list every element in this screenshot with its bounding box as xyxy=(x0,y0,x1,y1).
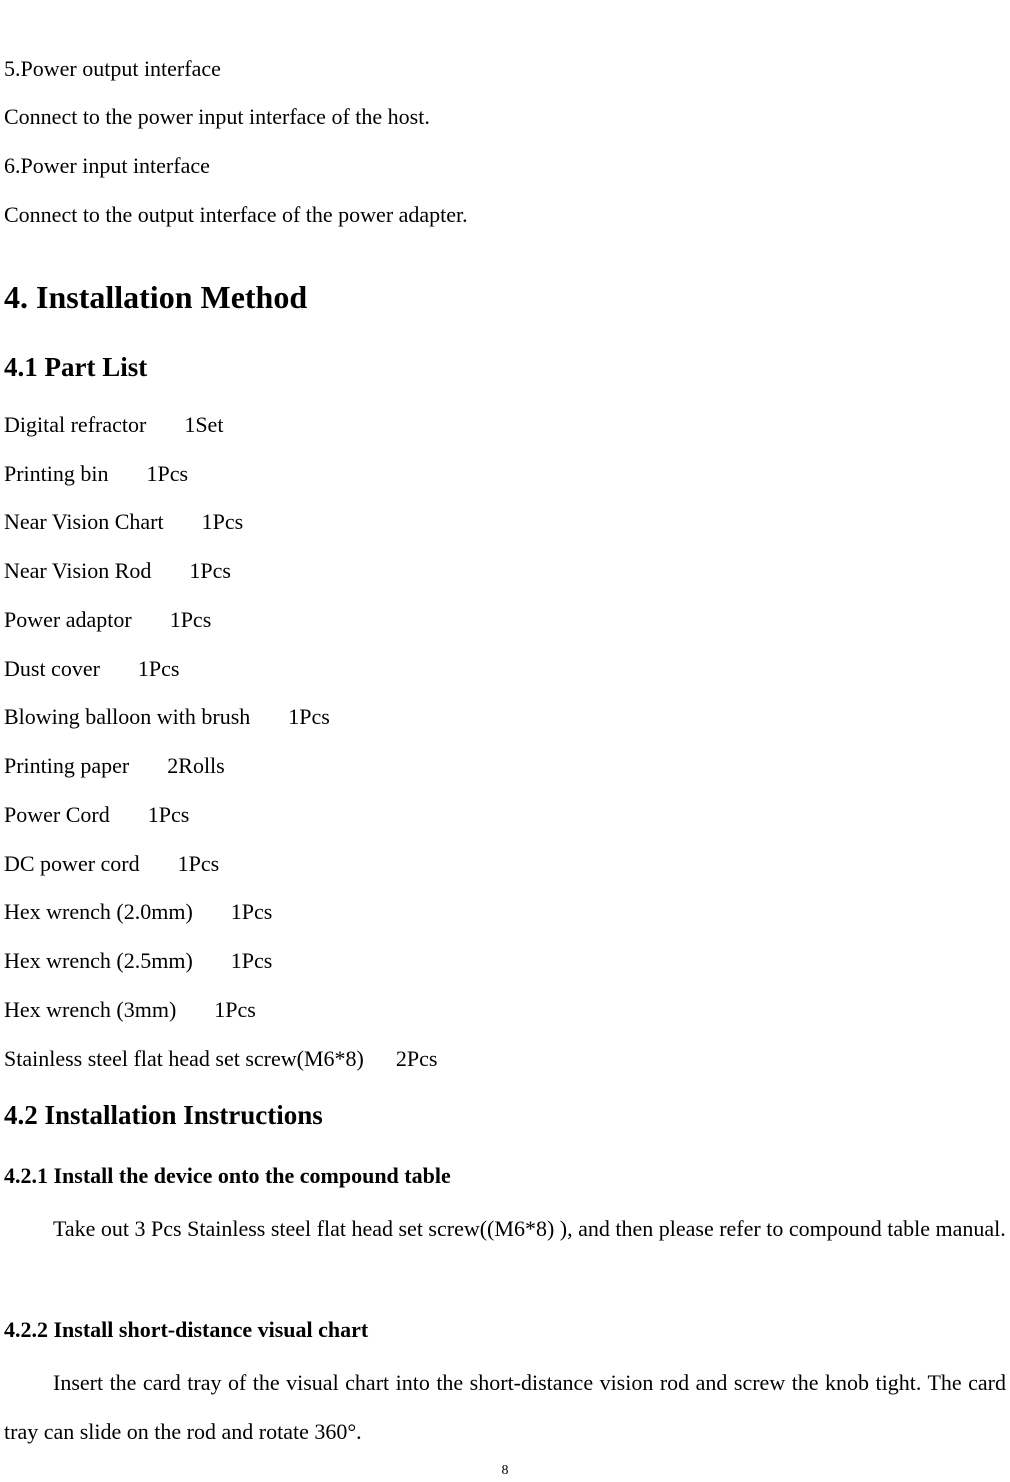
part-list-item xyxy=(4,1046,437,1072)
part-name: Hex wrench (2.5mm) xyxy=(4,948,193,973)
part-name: Dust cover xyxy=(4,656,100,681)
part-quantity: 1Pcs xyxy=(177,851,220,876)
step-1-text: Take out 3 Pcs Stainless steel flat head set screw((M6*8) ), and then please refer to compound table manual. xyxy=(53,1216,1006,1241)
part-quantity: 2Rolls xyxy=(167,753,225,778)
part-quantity: 1Pcs xyxy=(147,802,190,827)
part-name: Near Vision Chart xyxy=(4,509,164,534)
item6-title: 6.Power input interface xyxy=(4,153,210,178)
part-list-item xyxy=(4,851,219,877)
part-list-item xyxy=(4,509,243,535)
step-2-text: Insert the card tray of the visual chart into the short-distance vision rod and screw the knob tight. The card tray can slide on the rod and rotate 360°. xyxy=(4,1370,1006,1444)
part-list-item xyxy=(4,412,223,438)
step-2-heading: 4.2.2 Install short-distance visual chart xyxy=(4,1317,369,1342)
part-quantity: 1Pcs xyxy=(146,461,189,486)
part-quantity: 1Pcs xyxy=(288,704,330,729)
part-name: Printing bin xyxy=(4,461,109,486)
part-list-item xyxy=(4,802,189,828)
item5-title: 5.Power output interface xyxy=(4,56,221,81)
page-number: 8 xyxy=(501,1463,509,1478)
part-list-item xyxy=(4,461,188,487)
part-list-item xyxy=(4,558,231,584)
part-name: Power adaptor xyxy=(4,607,132,632)
part-quantity: 1Pcs xyxy=(230,899,273,924)
part-name: Hex wrench (3mm) xyxy=(4,997,177,1022)
part-list-item xyxy=(4,997,256,1023)
part-quantity: 1Pcs xyxy=(230,948,273,973)
part-quantity: 1Pcs xyxy=(169,607,212,632)
part-list-item xyxy=(4,656,179,682)
part-name: Printing paper xyxy=(4,753,130,778)
part-quantity: 2Pcs xyxy=(395,1046,438,1071)
part-name: Stainless steel flat head set screw(M6*8) xyxy=(4,1046,364,1071)
step-1-heading: 4.2.1 Install the device onto the compound table xyxy=(4,1163,451,1188)
part-name: DC power cord xyxy=(4,851,140,876)
part-name: Blowing balloon with brush xyxy=(4,704,251,729)
part-quantity: 1Pcs xyxy=(214,997,256,1022)
part-name: Hex wrench (2.0mm) xyxy=(4,899,193,924)
part-quantity: 1Pcs xyxy=(201,509,244,534)
part-list-item xyxy=(4,899,272,925)
part-name: Power Cord xyxy=(4,802,110,827)
item5-description: Connect to the power input interface of the host. xyxy=(4,104,430,129)
part-quantity: 1Set xyxy=(184,412,224,437)
part-list-item xyxy=(4,753,225,779)
instructions-heading: 4.2 Installation Instructions xyxy=(4,1100,323,1130)
part-list-item xyxy=(4,948,272,974)
part-list-heading: 4.1 Part List xyxy=(4,352,148,382)
section-title: 4. Installation Method xyxy=(4,279,308,315)
part-list-item xyxy=(4,607,211,633)
part-quantity: 1Pcs xyxy=(189,558,231,583)
part-list-item xyxy=(4,704,330,730)
part-quantity: 1Pcs xyxy=(137,656,180,681)
part-name: Digital refractor xyxy=(4,412,147,437)
part-name: Near Vision Rod xyxy=(4,558,152,583)
item6-description: Connect to the output interface of the power adapter. xyxy=(4,202,468,227)
